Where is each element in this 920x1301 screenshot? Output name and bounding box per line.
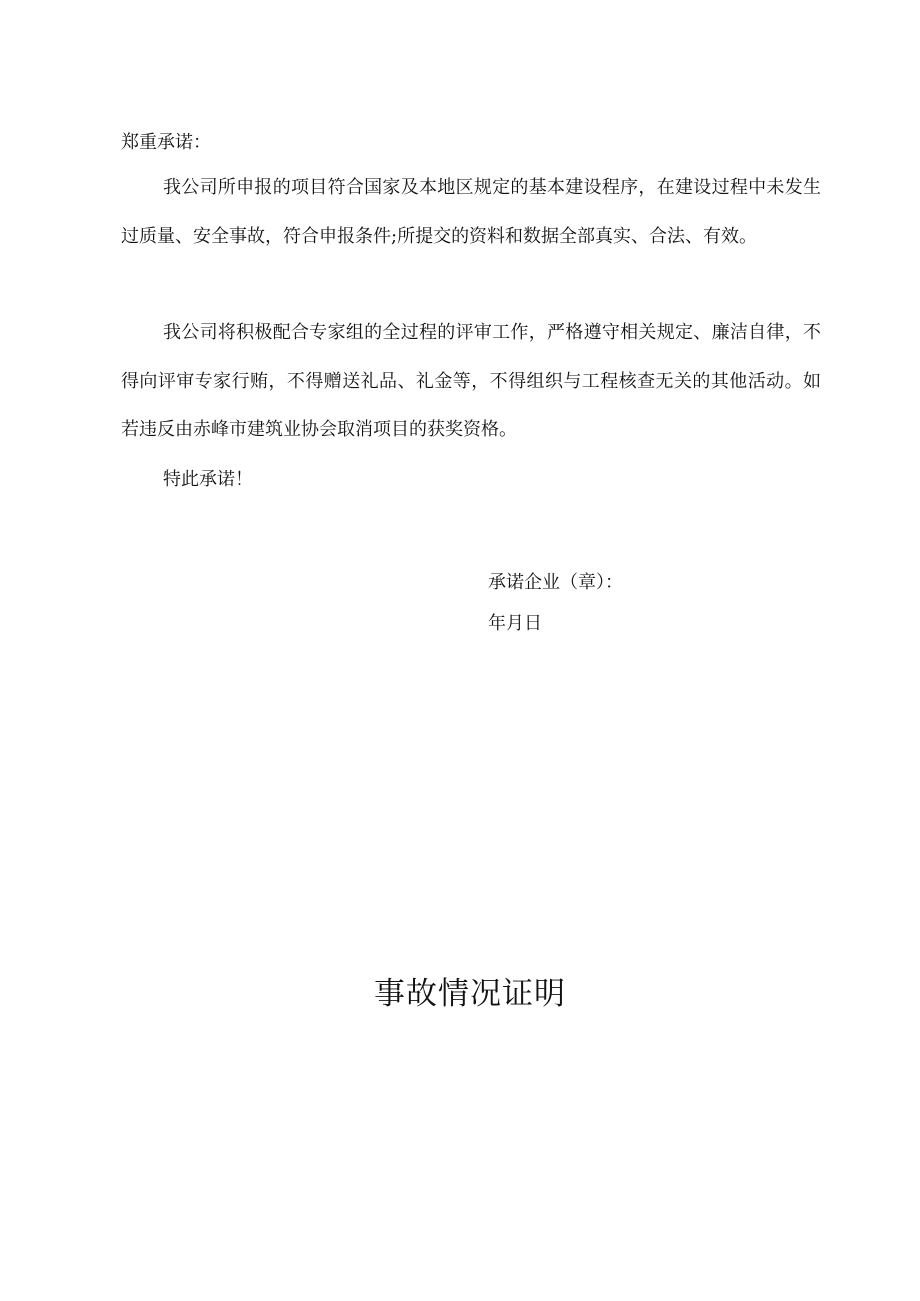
closing-statement: 特此承诺！ [163, 469, 253, 490]
company-seal-label: 承诺企业（章）： [488, 572, 623, 593]
date-label: 年月日 [488, 613, 542, 634]
commitment-paragraph-2: 我公司将积极配合专家组的全过程的评审工作，严格遵守相关规定、廉洁自律，不得向评审专家行贿，不得赠送礼品、礼金等，不得组织与工程核查无关的其他活动。如若违反由赤峰市建筑业协会取消项目的获奖资格。 [121, 322, 821, 440]
commitment-paragraph-1: 我公司所申报的项目符合国家及本地区规定的基本建设程序，在建设过程中未发生过质量、安全事故，符合申报条件;所提交的资料和数据全部真实、合法、有效。 [121, 177, 821, 247]
salutation: 郑重承诺： [121, 132, 211, 153]
section-title: 事故情况证明 [374, 976, 566, 1012]
